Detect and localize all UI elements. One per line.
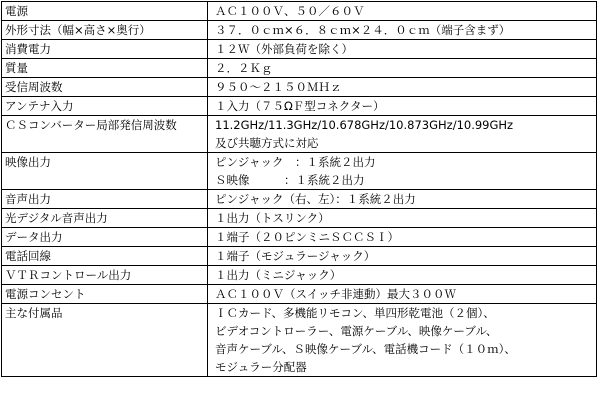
spec-value-line: １２Ｗ（外部負荷を除く） (215, 42, 353, 56)
spec-label: 主な付属品 (2, 304, 208, 377)
spec-label: 受信周波数 (2, 78, 208, 97)
spec-row (2, 190, 597, 209)
spec-value (208, 247, 597, 266)
spec-row (2, 266, 597, 285)
spec-table (1, 1, 597, 377)
spec-value (208, 40, 597, 59)
spec-label: 電話回線 (2, 247, 208, 266)
spec-label: 光デジタル音声出力 (2, 209, 208, 228)
spec-row (2, 209, 597, 228)
spec-value-line: ９５０～２１５０ＭＨｚ (215, 80, 342, 94)
spec-value-line: １出力（トスリンク） (215, 211, 330, 225)
spec-value-line: １端子（２０ピンミニＳＣＣＳＩ） (215, 230, 399, 244)
spec-value (208, 304, 597, 377)
spec-row (2, 97, 597, 116)
spec-value-line: 音声ケーブル、Ｓ映像ケーブル、電話機コード（１０ｍ）、 (215, 342, 516, 356)
spec-label: 音声出力 (2, 190, 208, 209)
spec-value (208, 2, 597, 21)
spec-value-line: １入力（７５ΩＦ型コネクター） (215, 99, 385, 113)
spec-row (2, 304, 597, 377)
spec-value (208, 228, 597, 247)
spec-label: 外形寸法（幅×高さ×奥行） (2, 21, 208, 40)
spec-row (2, 285, 597, 304)
spec-row (2, 116, 597, 153)
spec-value-line: ＩＣカード、多機能リモコン、単四形乾電池（２個）、 (215, 306, 495, 320)
spec-value (208, 209, 597, 228)
spec-value-line: ３７．０ｃｍ×６．８ｃｍ×２４．０ｃｍ（端子含まず） (215, 23, 511, 37)
spec-table-body (2, 2, 597, 377)
spec-row (2, 153, 597, 190)
spec-value (208, 78, 597, 97)
spec-value (208, 97, 597, 116)
spec-value-line: １出力（ミニジャック） (215, 268, 342, 282)
spec-value-line: 及び共聴方式に対応 (215, 136, 319, 150)
spec-value-line: １端子（モジュラージャック） (215, 249, 376, 263)
spec-row (2, 2, 597, 21)
spec-row (2, 247, 597, 266)
spec-value-line: ビデオコントローラー、電源ケーブル、映像ケーブル、 (215, 324, 498, 338)
spec-label: ＣＳコンバーター局部発信周波数 (2, 116, 208, 153)
spec-value-line: 11.2GHz/11.3GHz/10.678GHz/10.873GHz/10.99GHz (215, 118, 514, 132)
spec-value-line: モジュラー分配器 (215, 360, 307, 374)
spec-label: 映像出力 (2, 153, 208, 190)
spec-value-line: ＡＣ１００Ｖ、５０／６０Ｖ (215, 4, 365, 18)
spec-value-line: ＡＣ１００Ｖ（スイッチ非連動）最大３００Ｗ (215, 287, 457, 301)
spec-value (208, 59, 597, 78)
spec-row (2, 40, 597, 59)
spec-label: 質量 (2, 59, 208, 78)
spec-value-line: ピンジャック ：１系統２出力 (215, 155, 376, 169)
spec-row (2, 59, 597, 78)
spec-value-line: ピンジャック（右、左）：１系統２出力 (215, 192, 416, 206)
spec-label: 電源 (2, 2, 208, 21)
spec-value-line: Ｓ映像 ：１系統２出力 (215, 173, 365, 187)
spec-row (2, 228, 597, 247)
spec-row (2, 21, 597, 40)
spec-value (208, 266, 597, 285)
spec-value (208, 153, 597, 190)
spec-value-line: ２．２Ｋｇ (215, 61, 273, 75)
spec-row (2, 78, 597, 97)
spec-label: データ出力 (2, 228, 208, 247)
spec-label: 電源コンセント (2, 285, 208, 304)
spec-value (208, 190, 597, 209)
spec-value (208, 21, 597, 40)
spec-label: ＶＴＲコントロール出力 (2, 266, 208, 285)
spec-value (208, 285, 597, 304)
spec-value (208, 116, 597, 153)
spec-label: 消費電力 (2, 40, 208, 59)
spec-label: アンテナ入力 (2, 97, 208, 116)
